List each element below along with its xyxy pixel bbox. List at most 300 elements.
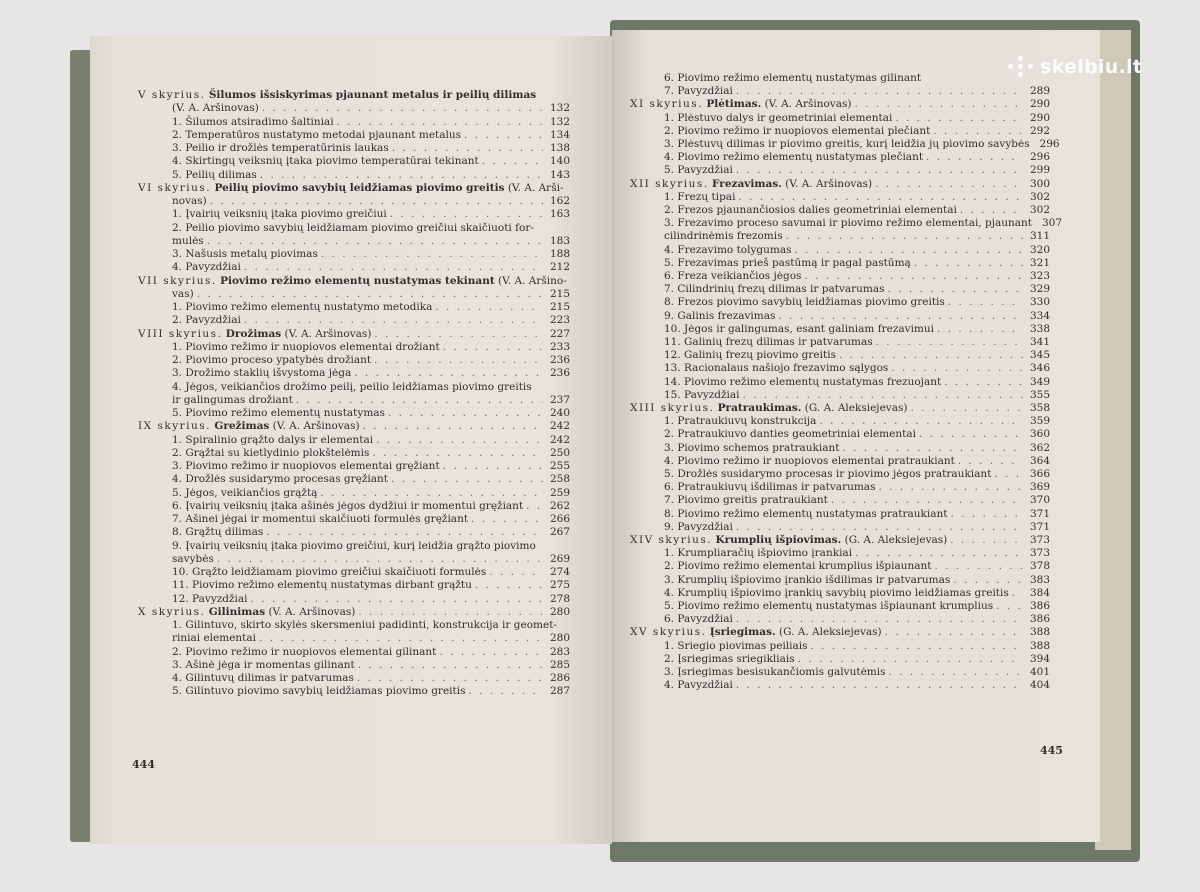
chapter-label: VI skyrius. [138, 181, 212, 194]
entry-page-number: 341 [1029, 336, 1050, 348]
toc-entry [172, 539, 570, 553]
toc-entry [172, 512, 570, 526]
entry-page-number: 280 [549, 605, 570, 618]
leader-dots [831, 493, 1023, 507]
toc-entry [172, 168, 570, 182]
entry-page-number: 378 [1029, 560, 1050, 573]
leader-dots [994, 467, 1023, 481]
entry-text: 4. Drožlės susidarymo procesas gręžiant [172, 473, 389, 486]
toc-entry [172, 115, 570, 129]
toc-entry [664, 124, 1050, 138]
toc-entry [172, 287, 570, 301]
toc-entry [664, 243, 1050, 257]
entry-text: 4. Piovimo režimo ir nuopiovos elementai pratraukiant [664, 454, 955, 467]
toc-entry [172, 207, 570, 221]
toc-entry [664, 375, 1050, 389]
toc-entry [664, 203, 1050, 217]
entry-page-number: 346 [1029, 362, 1050, 375]
leader-dots [358, 605, 543, 619]
entry-page-number: 143 [549, 168, 570, 181]
leader-dots [482, 154, 543, 168]
chapter-author: (V. A. Aršinovas) [781, 177, 873, 190]
leader-dots [804, 269, 1023, 283]
entry-page-number: 132 [549, 115, 570, 128]
entry-text: 3. Našusis metalų piovimas [172, 248, 318, 260]
entry-text: 2. Frezos pjaunančiosios dalies geometriniai elementai [664, 204, 957, 216]
entry-page-number: 401 [1029, 666, 1050, 678]
chapter-heading [138, 419, 360, 433]
leader-dots [251, 592, 543, 606]
entry-page-number: 334 [1029, 309, 1050, 322]
toc-entry [664, 520, 1050, 534]
chapter-title: Frezavimas. [712, 177, 782, 190]
entry-page-number: 321 [1029, 256, 1050, 269]
entry-text: 15. Pavyzdžiai [664, 388, 740, 401]
entry-text: 1. Plėstuvo dalys ir geometriniai elementai [664, 111, 893, 124]
chapter-author: (V. A. Aršinovas) [269, 420, 360, 433]
chapter-title: Gilinimas [208, 605, 266, 618]
entry-page-number: 212 [549, 261, 570, 274]
entry-text: 7. Piovimo greitis pratraukiant [664, 494, 828, 507]
toc-entry [172, 393, 570, 407]
toc-entry [172, 592, 570, 606]
toc-entry [172, 406, 570, 420]
toc-entry [664, 335, 1050, 349]
toc-entry [172, 459, 570, 473]
entry-page-number: 371 [1029, 507, 1050, 520]
toc-entry [664, 454, 1050, 468]
toc-chapter-line [138, 419, 570, 433]
entry-page-number: 275 [549, 579, 570, 592]
toc-entry [664, 586, 1050, 600]
entry-text: 5. Peilių dilimas [172, 168, 257, 181]
right-page [612, 30, 1100, 842]
entry-page-number: 280 [549, 632, 570, 645]
leader-dots [736, 84, 1023, 98]
leader-dots [358, 658, 543, 672]
leader-dots [738, 190, 1023, 204]
toc-entry [664, 559, 1050, 573]
entry-text: 6. Freza veikiančios jėgos [664, 270, 802, 282]
entry-page-number: 278 [549, 592, 570, 605]
entry-text: 10. Jėgos ir galingumas, esant galiniam frezavimui [664, 322, 935, 335]
entry-text: 4. Piovimo režimo elementų nustatymas plečiant [664, 151, 924, 164]
toc-chapter-line [630, 97, 1050, 111]
entry-text: 1. Sriegio piovimas peiliais [664, 639, 808, 652]
entry-text: 5. Frezavimas prieš pastūmą ir pagal pastūmą [664, 256, 911, 269]
entry-page-number: 360 [1029, 428, 1050, 441]
entry-text: 1. Frezų tipai [664, 190, 736, 203]
toc-entry [664, 414, 1050, 428]
entry-page-number: 362 [1029, 441, 1050, 454]
entry-page-number: 237 [549, 393, 570, 406]
leader-dots [819, 414, 1023, 428]
leader-dots [388, 406, 543, 420]
entry-text: cilindrinėmis frezomis [664, 230, 783, 243]
entry-text: 1. Pratraukiuvų konstrukcija [664, 415, 817, 428]
toc-entry [172, 684, 570, 698]
entry-page-number: 330 [1029, 296, 1050, 309]
leader-dots [337, 115, 543, 129]
entry-page-number: 299 [1029, 164, 1050, 177]
toc-entry [172, 552, 570, 566]
entry-text: 8. Piovimo režimo elementų nustatymas pratraukiant [664, 507, 948, 520]
left-page [90, 36, 612, 844]
entry-page-number: 258 [549, 473, 570, 486]
leader-dots [439, 645, 543, 659]
entry-text: mulės [172, 234, 204, 247]
toc-entry [172, 618, 570, 632]
leader-dots [786, 229, 1023, 243]
chapter-author: (V. A. Aršino- [494, 274, 567, 287]
chapter-title: Krumplių išpiovimas. [715, 534, 842, 546]
entry-text: vas) [172, 287, 194, 300]
toc-entry [664, 229, 1050, 243]
leader-dots [443, 459, 543, 473]
entry-page-number: 370 [1029, 494, 1050, 507]
toc-entry [172, 300, 570, 314]
entry-text: 1. Krumpliaračių išpiovimo įrankiai [664, 547, 853, 560]
entry-page-number: 388 [1029, 626, 1050, 639]
entry-page-number: 307 [1041, 217, 1063, 230]
entry-text: 4. Skirtingų veiksnių įtaka piovimo temperatūrai tekinant [172, 155, 479, 168]
leader-dots [910, 401, 1023, 415]
entry-page-number: 388 [1029, 639, 1050, 652]
toc-entry [664, 295, 1050, 309]
toc-entry [172, 234, 570, 248]
entry-page-number: 215 [549, 287, 570, 300]
leader-dots [321, 247, 543, 261]
leader-dots [885, 625, 1023, 639]
page-number-right: 445 [1040, 744, 1063, 757]
toc-chapter-line [138, 181, 570, 195]
entry-text: 1. Piovimo režimo elementų nustatymo metodika [172, 301, 433, 313]
watermark-dots-icon [1008, 56, 1034, 78]
leader-dots [262, 101, 543, 115]
chapter-label: XI skyrius. [630, 98, 704, 111]
leader-dots [944, 375, 1023, 389]
toc-chapter-line [138, 88, 570, 102]
leader-dots [260, 168, 543, 182]
toc-entry [664, 639, 1050, 653]
toc-entry [172, 446, 570, 460]
toc-entry [172, 631, 570, 645]
chapter-label: XV skyrius. [630, 626, 707, 639]
entry-text: 12. Galinių frezų piovimo greitis [664, 349, 836, 362]
toc-chapter-line [630, 625, 1050, 639]
leader-dots [259, 631, 543, 645]
entry-text: 4. Gilintuvų dilimas ir patvarumas [172, 672, 354, 684]
entry-page-number: 311 [1029, 230, 1050, 243]
leader-dots [798, 652, 1023, 666]
entry-text: 2. Pavyzdžiai [172, 314, 241, 327]
chapter-title: Grežimas [214, 420, 270, 433]
chapter-author: (V. A. Aršinovas) [265, 605, 356, 618]
entry-page-number: 349 [1029, 375, 1050, 388]
leader-dots [914, 256, 1023, 270]
entry-page-number: 266 [549, 513, 570, 525]
toc-entry [664, 216, 1063, 230]
chapter-label: VIII skyrius. [138, 327, 223, 340]
entry-text: 4. Pavyzdžiai [664, 679, 733, 692]
leader-dots [475, 578, 543, 592]
entry-page-number: 223 [549, 314, 570, 327]
leader-dots [948, 295, 1023, 309]
entry-text: 11. Galinių frezų dilimas ir patvarumas [664, 336, 873, 348]
leader-dots [795, 243, 1024, 257]
leader-dots [736, 163, 1023, 177]
toc-entry [172, 141, 570, 155]
entry-page-number: 300 [1029, 177, 1050, 190]
entry-page-number: 138 [549, 142, 570, 154]
entry-page-number: 383 [1029, 573, 1050, 586]
leader-dots [953, 573, 1023, 587]
entry-page-number: 358 [1029, 402, 1050, 414]
entry-page-number: 283 [549, 645, 570, 658]
chapter-heading [630, 97, 851, 111]
entry-text: 3. Ašinė jėga ir momentas gilinant [172, 658, 355, 671]
entry-text: 10. Grąžto leidžiamam piovimo greičiui skaičiuoti formulės [172, 566, 487, 578]
entry-text: 2. Peilio piovimo savybių leidžiamam piovimo greičiui skaičiuoti for- [172, 221, 534, 234]
entry-text: 5. Drožlės susidarymo procesas ir piovimo jėgos pratraukiant [664, 468, 992, 480]
leader-dots [210, 194, 543, 208]
chapter-label: XIII skyrius. [630, 402, 715, 414]
entry-text: novas) [172, 195, 207, 207]
page-number-left: 444 [132, 758, 155, 771]
toc-entry [664, 361, 1050, 375]
entry-page-number: 373 [1029, 547, 1050, 560]
entry-text: 4. Jėgos, veikiančios drožimo peilį, peilio leidžiamas piovimo greitis [172, 380, 532, 393]
toc-entry [172, 340, 570, 354]
toc-entry [664, 111, 1050, 125]
entry-text: ir galingumas drožiant [172, 393, 293, 406]
entry-text: 2. Pratraukiuvo danties geometriniai elementai [664, 428, 916, 441]
entry-page-number: 371 [1029, 520, 1050, 533]
toc-entry [172, 486, 570, 500]
toc-entry [664, 348, 1050, 362]
entry-text: 3. Krumplių išpiovimo įrankio išdilimas ir patvarumas [664, 573, 951, 586]
leader-dots [937, 322, 1023, 336]
leader-dots [933, 124, 1023, 138]
toc-entry [664, 309, 1050, 323]
entry-text: 14. Piovimo režimo elementų nustatymas frezuojant [664, 375, 942, 388]
entry-page-number: 386 [1029, 600, 1050, 612]
entry-text: 4. Pavyzdžiai [172, 261, 241, 274]
entry-page-number: 227 [549, 327, 570, 340]
toc-entry [664, 388, 1050, 402]
entry-text: 2. Grąžtai su kietlydinio plokštelėmis [172, 446, 370, 459]
entry-text: 5. Piovimo režimo elementų nustatymas [172, 407, 385, 419]
leader-dots [1012, 586, 1023, 600]
toc-entry [172, 313, 570, 327]
watermark [1008, 56, 1142, 78]
chapter-author: (V. A. Arši- [504, 181, 564, 194]
leader-dots [354, 366, 543, 380]
toc-entry [172, 221, 570, 235]
entry-page-number: 267 [549, 526, 570, 539]
entry-page-number: 236 [549, 354, 570, 366]
toc-entry [664, 282, 1050, 296]
chapter-author: (G. A. Aleksiejevas) [775, 626, 882, 639]
entry-text: 4. Frezavimo tolygumas [664, 243, 792, 256]
toc-entry [172, 194, 570, 208]
entry-page-number: 269 [549, 552, 570, 565]
toc-entry [172, 353, 570, 367]
entry-text: 7. Ašinei jėgai ir momentui skaičiuoti formulės gręžiant [172, 513, 469, 525]
entry-page-number: 183 [549, 234, 570, 247]
chapter-heading [630, 177, 872, 191]
leader-dots [374, 327, 543, 341]
leader-dots [996, 599, 1023, 613]
leader-dots [958, 454, 1023, 468]
entry-text: 5. Piovimo režimo elementų nustatymas išpiaunant krumplius [664, 600, 994, 612]
entry-text: 2. Piovimo proceso ypatybės drožiant [172, 354, 372, 366]
leader-dots [464, 128, 543, 142]
chapter-title: Plėtimas. [706, 98, 762, 111]
entry-page-number: 366 [1029, 468, 1050, 480]
toc-chapter-line [630, 533, 1050, 547]
entry-text: savybės [172, 552, 214, 565]
chapter-heading [630, 533, 947, 547]
entry-text: 3. Plėstuvų dilimas ir piovimo greitis, kurį leidžia jų piovimo savybės [664, 138, 1030, 150]
entry-text: 6. Pratraukiuvų išdilimas ir patvarumas [664, 481, 876, 494]
entry-text: 9. Galinis frezavimas [664, 309, 776, 322]
chapter-heading [138, 274, 567, 288]
leader-dots [950, 533, 1023, 547]
chapter-title: Šilumos išsiskyrimas pjaunant metalus ir peilių dilimas [208, 89, 537, 101]
entry-page-number: 384 [1029, 586, 1050, 599]
leader-dots [811, 639, 1023, 653]
entry-page-number: 287 [549, 685, 570, 698]
leader-dots [435, 300, 543, 314]
leader-dots [471, 512, 543, 526]
entry-text: 1. Spiralinio grąžto dalys ir elementai [172, 433, 374, 446]
toc-chapter-line [138, 274, 570, 288]
watermark-text: skelbiu.lt [1040, 56, 1143, 78]
entry-page-number: 274 [549, 566, 570, 578]
entry-page-number: 242 [549, 433, 570, 446]
toc-entry [664, 480, 1050, 494]
entry-text: 2. Temperatūros nustatymo metodai pjaunant metalus [172, 128, 462, 141]
leader-dots [244, 260, 543, 274]
leader-dots [736, 520, 1023, 534]
chapter-label: X skyrius. [138, 605, 206, 618]
chapter-label: IX skyrius. [138, 420, 212, 433]
leader-dots [951, 507, 1024, 521]
leader-dots [526, 499, 543, 513]
entry-text: 2. Įsriegimas sriegikliais [664, 652, 795, 665]
entry-page-number: 285 [549, 658, 570, 671]
leader-dots [376, 433, 543, 447]
entry-page-number: 359 [1029, 415, 1050, 428]
toc-entry [664, 137, 1060, 151]
toc-entry [172, 578, 570, 592]
leader-dots [935, 559, 1023, 573]
entry-text: 2. Piovimo režimo ir nuopiovos elementai gilinant [172, 645, 437, 658]
entry-page-number: 338 [1029, 322, 1050, 335]
chapter-label: XIV skyrius. [630, 534, 713, 546]
leader-dots [855, 546, 1023, 560]
chapter-author: (G. A. Aleksiejevas) [801, 402, 908, 414]
entry-text: 8. Frezos piovimo savybių leidžiamas piovimo greitis [664, 296, 945, 309]
entry-text: 13. Racionalaus našiojo frezavimo sąlygos [664, 362, 889, 375]
entry-page-number: 188 [549, 248, 570, 260]
toc-entry [172, 154, 570, 168]
entry-text: 3. Drožimo staklių išvystoma jėga [172, 367, 352, 380]
leader-dots [392, 141, 543, 155]
toc-entry [172, 366, 570, 380]
entry-page-number: 320 [1029, 243, 1050, 256]
leader-dots [895, 111, 1023, 125]
toc-chapter-line [630, 401, 1050, 415]
chapter-heading [138, 605, 355, 619]
toc-chapter-line [630, 177, 1050, 191]
leader-dots [878, 480, 1023, 494]
chapter-author: (V. A. Aršinovas) [761, 98, 852, 111]
entry-text: 3. Frezavimo proceso savumai ir piovimo režimo elementai, pjaunant [664, 217, 1033, 230]
toc-entry [172, 101, 570, 115]
entry-page-number: 289 [1029, 85, 1050, 98]
chapter-label: XII skyrius. [630, 177, 709, 190]
chapter-label: VII skyrius. [138, 274, 217, 287]
chapter-title: Drožimas [225, 327, 282, 340]
chapter-heading [138, 88, 536, 102]
leader-dots [207, 234, 543, 248]
entry-page-number: 296 [1029, 151, 1050, 164]
entry-page-number: 163 [549, 208, 570, 221]
entry-page-number: 286 [549, 672, 570, 684]
entry-text: 4. Krumplių išpiovimo įrankių savybių piovimo leidžiamas greitis [664, 586, 1009, 599]
toc-entry [172, 658, 570, 672]
entry-text: 7. Cilindrinių frezų dilimas ir patvarumas [664, 283, 885, 296]
chapter-title: Peilių piovimo savybių leidžiamas piovimo greitis [214, 181, 505, 194]
toc-entry [664, 652, 1050, 666]
chapter-author: (G. A. Aleksiejevas) [841, 534, 948, 546]
leader-dots [888, 282, 1023, 296]
toc-entry [664, 71, 1050, 85]
leader-dots [778, 309, 1023, 323]
toc-entry [664, 507, 1050, 521]
entry-text: 1. Įvairių veiksnių įtaka piovimo greičiui [172, 208, 387, 221]
entry-text: 1. Gilintuvo, skirto skylės skersmeniui padidinti, konstrukcija ir geomet- [172, 619, 557, 631]
entry-text: 6. Įvairių veiksnių įtaka ašinės jėgos dydžiui ir momentui gręžiant [172, 499, 524, 512]
toc-entry [664, 573, 1050, 587]
toc-entry [664, 441, 1050, 455]
leader-dots [468, 684, 543, 698]
toc-entry [664, 269, 1050, 283]
entry-page-number: 134 [549, 128, 570, 141]
leader-dots [839, 348, 1023, 362]
toc-chapter-line [138, 327, 570, 341]
entry-text: 9. Pavyzdžiai [664, 520, 733, 533]
leader-dots [489, 565, 543, 579]
toc-entry [664, 322, 1050, 336]
toc-entry [664, 678, 1050, 692]
leader-dots [197, 287, 543, 301]
entry-page-number: 250 [549, 446, 570, 459]
entry-text: 5. Jėgos, veikiančios grąžtą [172, 486, 318, 499]
chapter-heading [138, 181, 564, 195]
chapter-label: V skyrius. [138, 89, 206, 101]
chapter-author: (V. A. Aršinovas) [281, 327, 372, 340]
leader-dots [919, 427, 1023, 441]
leader-dots [374, 353, 543, 367]
toc-chapter-line [138, 605, 570, 619]
entry-text: 9. Įvairių veiksnių įtaka piovimo greičiui, kurį leidžia grąžto piovimo [172, 539, 536, 552]
entry-page-number: 296 [1039, 138, 1060, 150]
chapter-heading [630, 625, 882, 639]
entry-page-number: 242 [549, 420, 570, 433]
